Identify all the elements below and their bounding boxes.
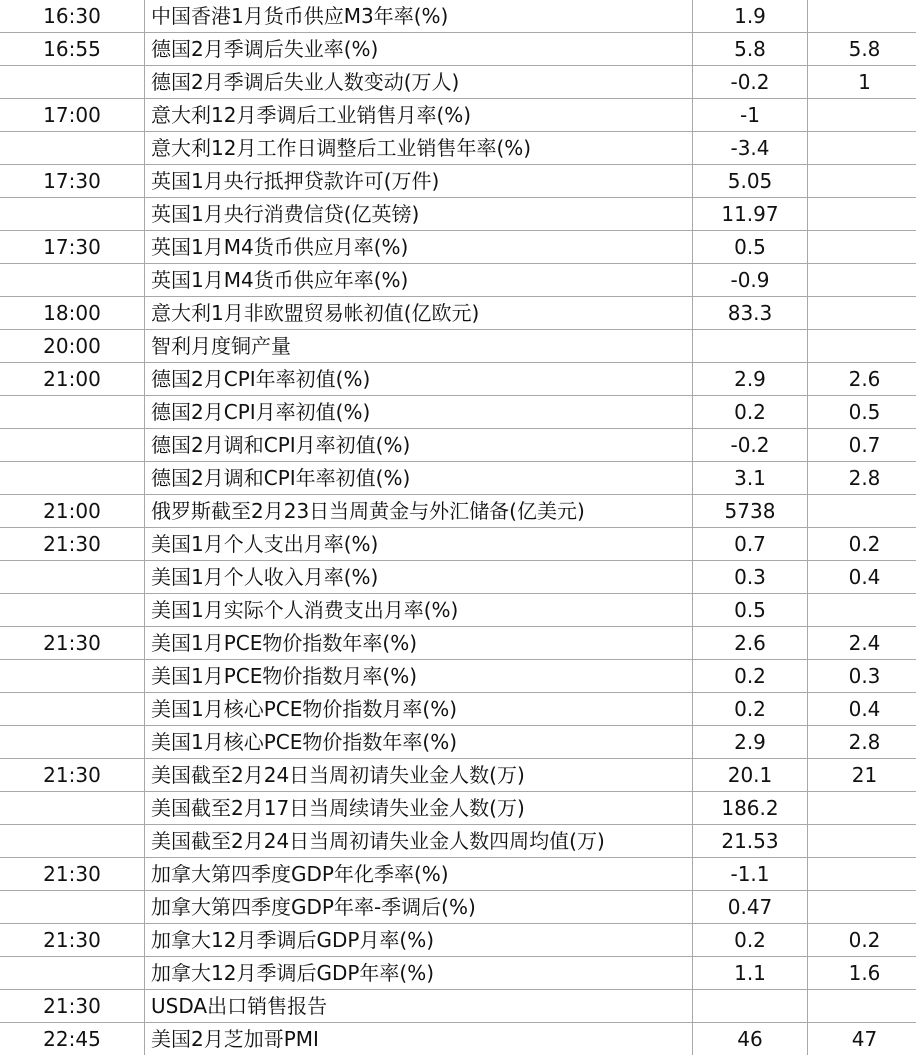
time-cell: [0, 198, 145, 231]
table-row: [0, 726, 916, 759]
forecast-value-cell: [808, 0, 916, 33]
event-cell: 美国截至2月17日当周续请失业金人数(万): [145, 792, 693, 825]
event-cell: 德国2月调和CPI月率初值(%): [145, 429, 693, 462]
event-cell: 意大利1月非欧盟贸易帐初值(亿欧元): [145, 297, 693, 330]
time-cell: 21:30: [0, 528, 145, 561]
time-cell: [0, 726, 145, 759]
event-cell: USDA出口销售报告: [145, 990, 693, 1023]
forecast-value-cell: 5.8: [808, 33, 916, 66]
time-cell: [0, 429, 145, 462]
table-row: [0, 1023, 916, 1055]
table-row: [0, 693, 916, 726]
time-cell: 21:30: [0, 990, 145, 1023]
table-row: [0, 561, 916, 594]
time-cell: [0, 792, 145, 825]
time-cell: [0, 957, 145, 990]
table-row: [0, 132, 916, 165]
table-row: [0, 198, 916, 231]
table-row: [0, 462, 916, 495]
table-row: [0, 231, 916, 264]
previous-value-cell: 186.2: [693, 792, 808, 825]
event-cell: 英国1月央行消费信贷(亿英镑): [145, 198, 693, 231]
table-row: [0, 495, 916, 528]
event-cell: 意大利12月工作日调整后工业销售年率(%): [145, 132, 693, 165]
time-cell: [0, 132, 145, 165]
previous-value-cell: -0.2: [693, 66, 808, 99]
time-cell: [0, 264, 145, 297]
event-cell: 美国1月核心PCE物价指数月率(%): [145, 693, 693, 726]
event-cell: 英国1月央行抵押贷款许可(万件): [145, 165, 693, 198]
previous-value-cell: 0.47: [693, 891, 808, 924]
table-row: [0, 528, 916, 561]
table-row: [0, 660, 916, 693]
forecast-value-cell: [808, 231, 916, 264]
forecast-value-cell: 0.3: [808, 660, 916, 693]
table-row: [0, 858, 916, 891]
table-row: [0, 825, 916, 858]
previous-value-cell: 2.9: [693, 726, 808, 759]
forecast-value-cell: 47: [808, 1023, 916, 1055]
time-cell: 21:30: [0, 627, 145, 660]
forecast-value-cell: [808, 264, 916, 297]
forecast-value-cell: [808, 891, 916, 924]
previous-value-cell: 0.2: [693, 396, 808, 429]
time-cell: 21:30: [0, 858, 145, 891]
time-cell: [0, 396, 145, 429]
previous-value-cell: -3.4: [693, 132, 808, 165]
forecast-value-cell: [808, 132, 916, 165]
previous-value-cell: 0.5: [693, 231, 808, 264]
forecast-value-cell: [808, 198, 916, 231]
event-cell: 加拿大12月季调后GDP月率(%): [145, 924, 693, 957]
table-row: [0, 957, 916, 990]
event-cell: 英国1月M4货币供应年率(%): [145, 264, 693, 297]
previous-value-cell: [693, 330, 808, 363]
time-cell: [0, 693, 145, 726]
table-row: [0, 891, 916, 924]
time-cell: 21:00: [0, 495, 145, 528]
forecast-value-cell: 0.4: [808, 693, 916, 726]
forecast-value-cell: [808, 330, 916, 363]
table-row: [0, 33, 916, 66]
table-row: [0, 792, 916, 825]
forecast-value-cell: [808, 99, 916, 132]
event-cell: 德国2月CPI月率初值(%): [145, 396, 693, 429]
forecast-value-cell: 0.7: [808, 429, 916, 462]
event-cell: 美国1月个人支出月率(%): [145, 528, 693, 561]
event-cell: 德国2月季调后失业人数变动(万人): [145, 66, 693, 99]
previous-value-cell: 3.1: [693, 462, 808, 495]
time-cell: 16:55: [0, 33, 145, 66]
previous-value-cell: 1.9: [693, 0, 808, 33]
previous-value-cell: -0.2: [693, 429, 808, 462]
time-cell: 22:45: [0, 1023, 145, 1055]
table-row: [0, 759, 916, 792]
previous-value-cell: 83.3: [693, 297, 808, 330]
table-row: [0, 924, 916, 957]
previous-value-cell: [693, 990, 808, 1023]
event-cell: 德国2月调和CPI年率初值(%): [145, 462, 693, 495]
event-cell: 美国1月PCE物价指数月率(%): [145, 660, 693, 693]
table-row: [0, 594, 916, 627]
table-row: [0, 0, 916, 33]
event-cell: 美国1月核心PCE物价指数年率(%): [145, 726, 693, 759]
event-cell: 美国截至2月24日当周初请失业金人数(万): [145, 759, 693, 792]
table-row: [0, 264, 916, 297]
time-cell: 17:30: [0, 231, 145, 264]
previous-value-cell: 2.6: [693, 627, 808, 660]
event-cell: 意大利12月季调后工业销售月率(%): [145, 99, 693, 132]
forecast-value-cell: [808, 495, 916, 528]
event-cell: 美国2月芝加哥PMI: [145, 1023, 693, 1055]
forecast-value-cell: [808, 792, 916, 825]
table-row: [0, 99, 916, 132]
previous-value-cell: 0.2: [693, 924, 808, 957]
previous-value-cell: 0.2: [693, 660, 808, 693]
previous-value-cell: 5.8: [693, 33, 808, 66]
time-cell: 21:00: [0, 363, 145, 396]
previous-value-cell: 1.1: [693, 957, 808, 990]
previous-value-cell: 11.97: [693, 198, 808, 231]
table-row: [0, 66, 916, 99]
event-cell: 加拿大12月季调后GDP年率(%): [145, 957, 693, 990]
time-cell: 20:00: [0, 330, 145, 363]
forecast-value-cell: 1: [808, 66, 916, 99]
time-cell: [0, 561, 145, 594]
event-cell: 智利月度铜产量: [145, 330, 693, 363]
time-cell: 17:00: [0, 99, 145, 132]
time-cell: [0, 825, 145, 858]
time-cell: [0, 462, 145, 495]
table-row: [0, 429, 916, 462]
event-cell: 加拿大第四季度GDP年化季率(%): [145, 858, 693, 891]
event-cell: 德国2月CPI年率初值(%): [145, 363, 693, 396]
table-row: [0, 990, 916, 1023]
table-row: [0, 297, 916, 330]
forecast-value-cell: [808, 990, 916, 1023]
forecast-value-cell: 2.6: [808, 363, 916, 396]
event-cell: 中国香港1月货币供应M3年率(%): [145, 0, 693, 33]
event-cell: 俄罗斯截至2月23日当周黄金与外汇储备(亿美元): [145, 495, 693, 528]
forecast-value-cell: 1.6: [808, 957, 916, 990]
table-row: [0, 396, 916, 429]
forecast-value-cell: 0.2: [808, 924, 916, 957]
time-cell: [0, 66, 145, 99]
previous-value-cell: 20.1: [693, 759, 808, 792]
forecast-value-cell: 0.5: [808, 396, 916, 429]
previous-value-cell: 0.7: [693, 528, 808, 561]
previous-value-cell: -1: [693, 99, 808, 132]
table-row: [0, 165, 916, 198]
event-cell: 美国截至2月24日当周初请失业金人数四周均值(万): [145, 825, 693, 858]
previous-value-cell: 0.3: [693, 561, 808, 594]
previous-value-cell: 5.05: [693, 165, 808, 198]
time-cell: 21:30: [0, 924, 145, 957]
forecast-value-cell: [808, 858, 916, 891]
previous-value-cell: -0.9: [693, 264, 808, 297]
table-row: [0, 627, 916, 660]
forecast-value-cell: [808, 297, 916, 330]
forecast-value-cell: 0.4: [808, 561, 916, 594]
event-cell: 英国1月M4货币供应月率(%): [145, 231, 693, 264]
previous-value-cell: 46: [693, 1023, 808, 1055]
forecast-value-cell: 21: [808, 759, 916, 792]
forecast-value-cell: [808, 165, 916, 198]
event-cell: 美国1月实际个人消费支出月率(%): [145, 594, 693, 627]
time-cell: 17:30: [0, 165, 145, 198]
previous-value-cell: -1.1: [693, 858, 808, 891]
event-cell: 美国1月个人收入月率(%): [145, 561, 693, 594]
previous-value-cell: 2.9: [693, 363, 808, 396]
previous-value-cell: 5738: [693, 495, 808, 528]
time-cell: [0, 594, 145, 627]
time-cell: [0, 891, 145, 924]
event-cell: 加拿大第四季度GDP年率-季调后(%): [145, 891, 693, 924]
table-row: [0, 363, 916, 396]
previous-value-cell: 0.5: [693, 594, 808, 627]
forecast-value-cell: 2.8: [808, 726, 916, 759]
time-cell: 16:30: [0, 0, 145, 33]
forecast-value-cell: 0.2: [808, 528, 916, 561]
forecast-value-cell: 2.4: [808, 627, 916, 660]
time-cell: 21:30: [0, 759, 145, 792]
time-cell: [0, 660, 145, 693]
event-cell: 德国2月季调后失业率(%): [145, 33, 693, 66]
event-cell: 美国1月PCE物价指数年率(%): [145, 627, 693, 660]
previous-value-cell: 21.53: [693, 825, 808, 858]
table-row: [0, 330, 916, 363]
previous-value-cell: 0.2: [693, 693, 808, 726]
forecast-value-cell: [808, 825, 916, 858]
forecast-value-cell: [808, 594, 916, 627]
forecast-value-cell: 2.8: [808, 462, 916, 495]
time-cell: 18:00: [0, 297, 145, 330]
